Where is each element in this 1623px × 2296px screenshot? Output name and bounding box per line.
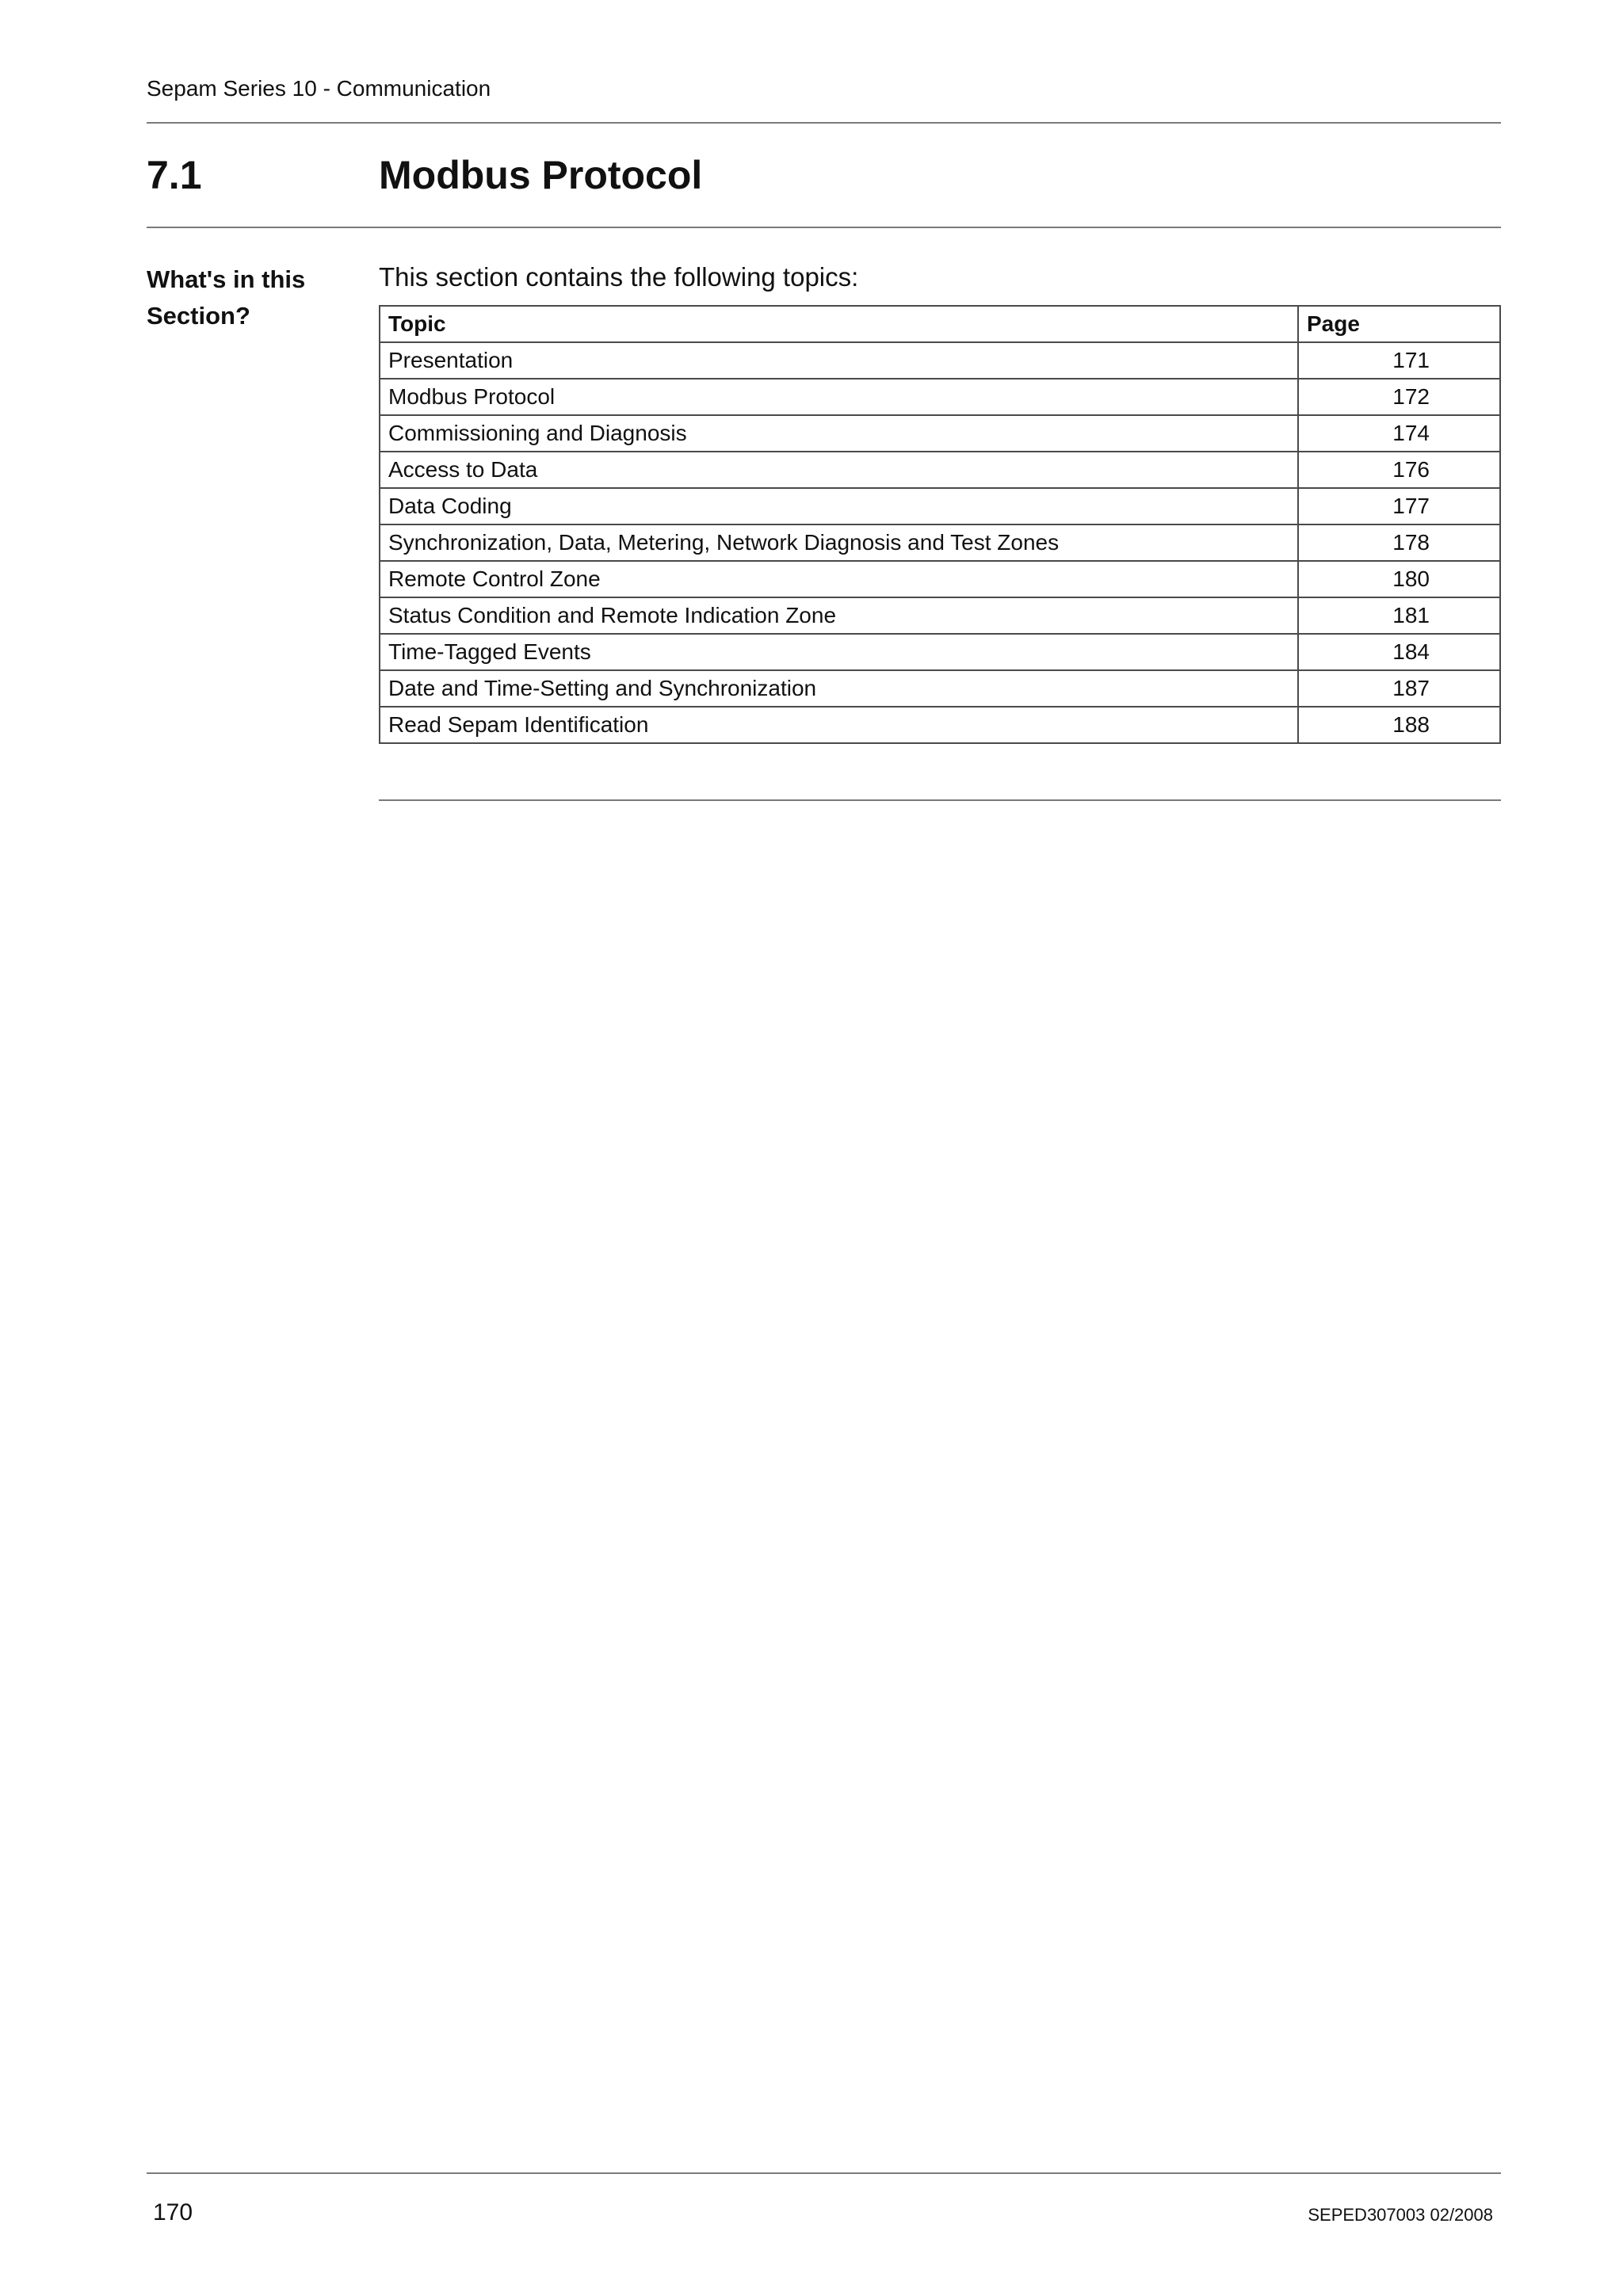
page-number: 170	[153, 2199, 193, 2225]
topic-cell: Read Sepam Identification	[380, 707, 1298, 743]
table-row	[380, 379, 1500, 415]
table-row	[380, 488, 1500, 524]
page-cell: 174	[1298, 415, 1500, 452]
table-row	[380, 415, 1500, 452]
page-cell: 177	[1298, 488, 1500, 524]
table-row	[380, 707, 1500, 743]
topic-cell: Presentation	[380, 342, 1298, 379]
table-row	[380, 452, 1500, 488]
table-header-row	[380, 306, 1500, 342]
intro-text: This section contains the following topics:	[379, 262, 859, 292]
running-header: Sepam Series 10 - Communication	[147, 76, 491, 101]
page-cell: 176	[1298, 452, 1500, 488]
title-divider	[147, 227, 1501, 228]
topic-cell: Data Coding	[380, 488, 1298, 524]
column-header-topic: Topic	[380, 306, 1298, 342]
table-row	[380, 561, 1500, 597]
column-header-page: Page	[1298, 306, 1500, 342]
page-cell: 184	[1298, 634, 1500, 670]
footer-divider	[147, 2172, 1501, 2174]
table-row	[380, 670, 1500, 707]
document-reference: SEPED307003 02/2008	[1308, 2205, 1493, 2225]
section-end-divider	[379, 799, 1501, 801]
table-row	[380, 634, 1500, 670]
topic-cell: Remote Control Zone	[380, 561, 1298, 597]
table-row	[380, 597, 1500, 634]
page-cell: 187	[1298, 670, 1500, 707]
section-title: Modbus Protocol	[379, 153, 703, 197]
page-cell: 188	[1298, 707, 1500, 743]
topic-cell: Access to Data	[380, 452, 1298, 488]
topic-cell: Time-Tagged Events	[380, 634, 1298, 670]
page-cell: 180	[1298, 561, 1500, 597]
topic-cell: Status Condition and Remote Indication Zone	[380, 597, 1298, 634]
topics-table	[379, 305, 1501, 744]
section-number: 7.1	[147, 153, 202, 197]
page-cell: 171	[1298, 342, 1500, 379]
topic-cell: Commissioning and Diagnosis	[380, 415, 1298, 452]
topic-cell: Date and Time-Setting and Synchronization	[380, 670, 1298, 707]
table-row	[380, 342, 1500, 379]
page-cell: 178	[1298, 524, 1500, 561]
page-cell: 181	[1298, 597, 1500, 634]
topic-cell: Synchronization, Data, Metering, Network Diagnosis and Test Zones	[380, 524, 1298, 561]
side-heading: What's in this Section?	[147, 265, 306, 330]
topic-cell: Modbus Protocol	[380, 379, 1298, 415]
header-divider	[147, 122, 1501, 124]
table-row	[380, 524, 1500, 561]
page-cell: 172	[1298, 379, 1500, 415]
